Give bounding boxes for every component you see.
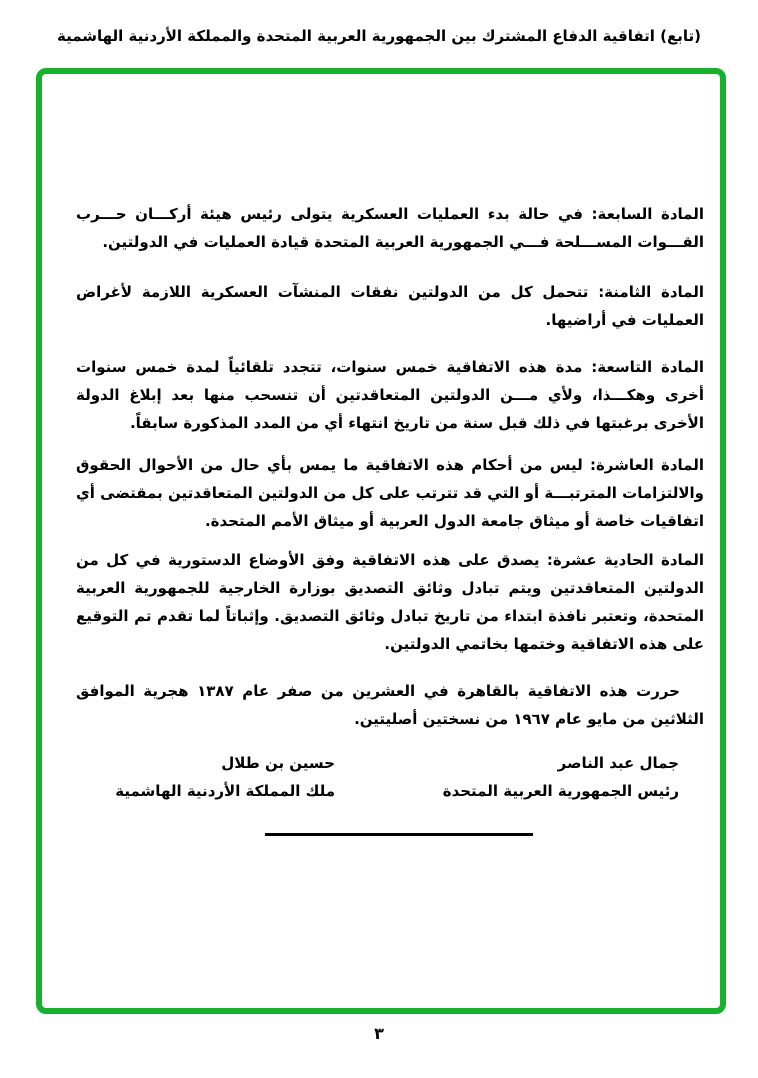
signature-divider-line <box>265 833 533 836</box>
paragraph-closing-statement: حررت هذه الاتفاقية بالقاهرة في العشرين من صفر عام ١٣٨٧ هجرية الموافق الثلاثين من مايو عام ١٩٦٧ من نسختين أصليتين. <box>76 682 704 728</box>
paragraph-article-7: المادة السابعة: في حالة بدء العمليات العسكرية يتولى رئيس هيئة أركـــان حـــرب القـــوات المســـلحة فـــي الجمهورية العربية المتحدة قيادة العمليات في الدولتين. <box>76 205 704 251</box>
green-border-frame <box>36 68 726 1014</box>
signature-jordan-name: حسين بن طلال <box>221 754 335 772</box>
signature-uar-name: جمال عبد الناصر <box>557 754 679 772</box>
signature-jordan-title: ملك المملكة الأردنية الهاشمية <box>115 782 335 800</box>
signature-jordan <box>115 749 335 805</box>
signature-uar-title: رئيس الجمهورية العربية المتحدة <box>442 782 679 800</box>
document-body <box>42 74 720 836</box>
page-number: ٣ <box>374 1024 384 1043</box>
signature-uar <box>443 749 679 805</box>
paragraph-article-10: المادة العاشرة: ليس من أحكام هذه الاتفاقية ما يمس بأي حال من الأحوال الحقوق والالتزامات المترتبـــة أو التي قد تترتب على كل من الدولتين المتعاقدتين بمقتضى أي اتفاقيات خاصة أو ميثاق جامعة الدول العربية أو ميثاق الأمم المتحدة. <box>76 456 704 530</box>
document-header-title: (تابع) اتفاقية الدفاع المشترك بين الجمهورية العربية المتحدة والمملكة الأردنية الهاشمية <box>56 27 701 45</box>
signature-block <box>76 749 704 813</box>
paragraph-article-8: المادة الثامنة: تتحمل كل من الدولتين نفقات المنشآت العسكرية اللازمة لأغراض العمليات في أراضيها. <box>76 283 704 329</box>
paragraph-article-11: المادة الحادية عشرة: يصدق على هذه الاتفاقية وفق الأوضاع الدستورية في كل من الدولتين المتعاقدتين ويتم تبادل وثائق التصديق بوزارة الخارجية للجمهورية العربية المتحدة، وتعتبر نافذة ابتداء من تاريخ تبادل وثائق التصديق. وإثباتاً لما تقدم تم التوقيع على هذه الاتفاقية وختمها بخاتمي الدولتين. <box>76 551 704 653</box>
paragraph-article-9: المادة التاسعة: مدة هذه الاتفاقية خمس سنوات، تتجدد تلقائياً لمدة خمس سنوات أخرى وهكـــذا، ولأي مـــن الدولتين المتعاقدتين أن تنسحب منها بعد إبلاغ الدولة الأخرى برغبتها في ذلك قبل سنة من تاريخ انتهاء أي من المدد المذكورة سابقاً. <box>76 358 704 432</box>
